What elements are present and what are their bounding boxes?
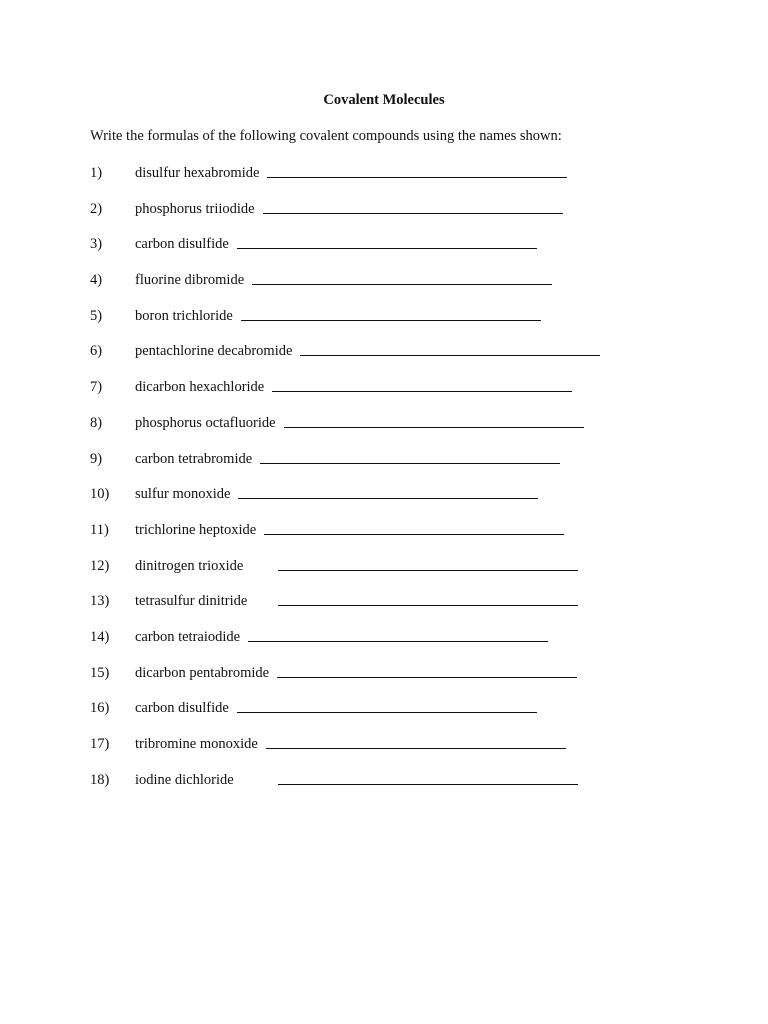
compound-name: phosphorus octafluoride — [135, 414, 276, 431]
compound-name: tetrasulfur dinitride — [135, 593, 248, 610]
compound-name: fluorine dibromide — [135, 272, 245, 289]
compound-name: carbon disulfide — [135, 236, 229, 253]
question-number: 2) — [90, 200, 103, 217]
question-item-2 — [90, 200, 730, 236]
question-number: 1) — [90, 165, 103, 181]
question-item-8 — [90, 414, 730, 450]
compound-name: dicarbon pentabromide — [135, 664, 270, 681]
instructions-text: Write the formulas of the following covalent compounds using the names shown: — [90, 128, 562, 144]
question-number: 4) — [90, 272, 103, 289]
question-number: 16) — [90, 700, 110, 717]
answer-blank[interactable] — [238, 485, 538, 499]
compound-name: iodine dichloride — [135, 771, 234, 788]
question-item-9 — [90, 450, 730, 486]
question-number: 14) — [90, 628, 110, 645]
question-number: 8) — [90, 414, 103, 431]
question-item-14 — [90, 628, 730, 664]
question-number: 18) — [90, 771, 110, 788]
answer-blank[interactable] — [241, 307, 541, 321]
page-title: Covalent Molecules — [323, 92, 445, 108]
compound-name: trichlorine heptoxide — [135, 521, 257, 538]
question-item-11 — [90, 521, 730, 557]
answer-blank[interactable] — [237, 699, 537, 713]
answer-blank[interactable] — [272, 378, 572, 392]
answer-blank[interactable] — [260, 450, 560, 464]
compound-name: dinitrogen trioxide — [135, 557, 244, 574]
answer-blank[interactable] — [267, 164, 567, 178]
question-item-1 — [90, 164, 730, 200]
question-number: 3) — [90, 236, 103, 253]
compound-name: phosphorus triiodide — [135, 200, 255, 217]
question-number: 9) — [90, 450, 103, 467]
question-item-17 — [90, 735, 730, 771]
compound-name: boron trichloride — [135, 307, 233, 324]
question-number: 13) — [90, 593, 110, 610]
answer-blank[interactable] — [263, 200, 563, 214]
question-list — [90, 164, 730, 806]
question-number: 7) — [90, 379, 103, 396]
answer-blank[interactable] — [237, 235, 537, 249]
question-item-3 — [90, 235, 730, 271]
question-number: 11) — [90, 521, 109, 538]
answer-blank[interactable] — [264, 521, 564, 535]
answer-blank[interactable] — [248, 628, 548, 642]
compound-name: sulfur monoxide — [135, 486, 231, 503]
answer-blank[interactable] — [252, 271, 552, 285]
compound-name: carbon disulfide — [135, 700, 229, 717]
question-number: 10) — [90, 486, 110, 503]
question-item-6 — [90, 342, 730, 378]
question-number: 6) — [90, 343, 103, 360]
question-item-7 — [90, 378, 730, 414]
question-number: 17) — [90, 736, 110, 752]
question-item-13 — [90, 592, 730, 628]
answer-blank[interactable] — [284, 414, 584, 428]
question-item-16 — [90, 699, 730, 735]
answer-blank[interactable] — [266, 735, 566, 749]
answer-blank[interactable] — [278, 557, 578, 571]
compound-name: pentachlorine decabromide — [135, 343, 293, 360]
question-item-5 — [90, 307, 730, 343]
question-number: 12) — [90, 557, 110, 574]
question-item-18 — [90, 771, 730, 807]
compound-name: dicarbon hexachloride — [135, 379, 265, 396]
compound-name: disulfur hexabromide — [135, 165, 260, 181]
question-number: 5) — [90, 307, 103, 324]
answer-blank[interactable] — [278, 771, 578, 785]
question-item-15 — [90, 664, 730, 700]
answer-blank[interactable] — [277, 664, 577, 678]
compound-name: carbon tetraiodide — [135, 628, 241, 645]
answer-blank[interactable] — [300, 342, 600, 356]
question-item-10 — [90, 485, 730, 521]
compound-name: tribromine monoxide — [135, 736, 258, 752]
compound-name: carbon tetrabromide — [135, 450, 253, 467]
question-number: 15) — [90, 664, 110, 681]
answer-blank[interactable] — [278, 592, 578, 606]
question-item-4 — [90, 271, 730, 307]
question-item-12 — [90, 557, 730, 593]
